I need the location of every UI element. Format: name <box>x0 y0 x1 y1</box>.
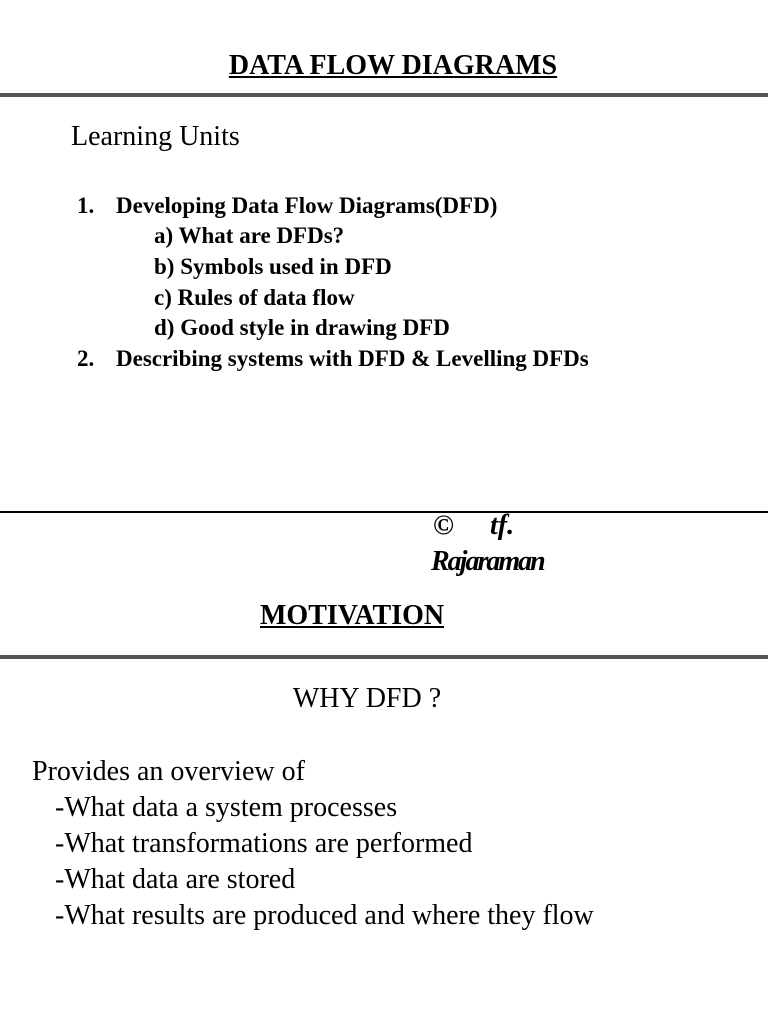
sub-item-b: b) Symbols used in DFD <box>154 254 392 279</box>
slide-divider <box>0 511 768 513</box>
sub-item-c: c) Rules of data flow <box>154 285 355 310</box>
slide1-top-rule <box>0 93 768 97</box>
overview-point-4: -What results are produced and where they flow <box>55 900 594 931</box>
overview-point-2: -What transformations are performed <box>55 828 473 859</box>
slide1-title: DATA FLOW DIAGRAMS <box>228 50 558 81</box>
list-item-1: Developing Data Flow Diagrams(DFD) <box>116 193 498 218</box>
copyright-symbol <box>433 510 454 542</box>
sub-item-a: a) What are DFDs? <box>154 223 345 248</box>
slide2-title: MOTIVATION <box>260 600 445 631</box>
list-item-number-2: 2. <box>77 346 95 371</box>
overview-point-3: -What data are stored <box>55 864 296 895</box>
list-item-number-1: 1. <box>77 193 95 218</box>
overview-point-1: -What data a system processes <box>55 792 398 823</box>
copyright-symbol-glyph: © <box>433 510 454 541</box>
slide2-top-rule <box>0 655 768 659</box>
list-item-2: Describing systems with DFD & Levelling DFDs <box>116 346 589 371</box>
copyright-abbrev: tf. <box>490 510 515 541</box>
author-name: Rajaraman <box>431 546 544 577</box>
learning-units-heading: Learning Units <box>71 121 240 152</box>
why-dfd-heading: WHY DFD ? <box>292 683 442 714</box>
overview-intro: Provides an overview of <box>32 756 305 787</box>
sub-item-d: d) Good style in drawing DFD <box>154 315 450 340</box>
